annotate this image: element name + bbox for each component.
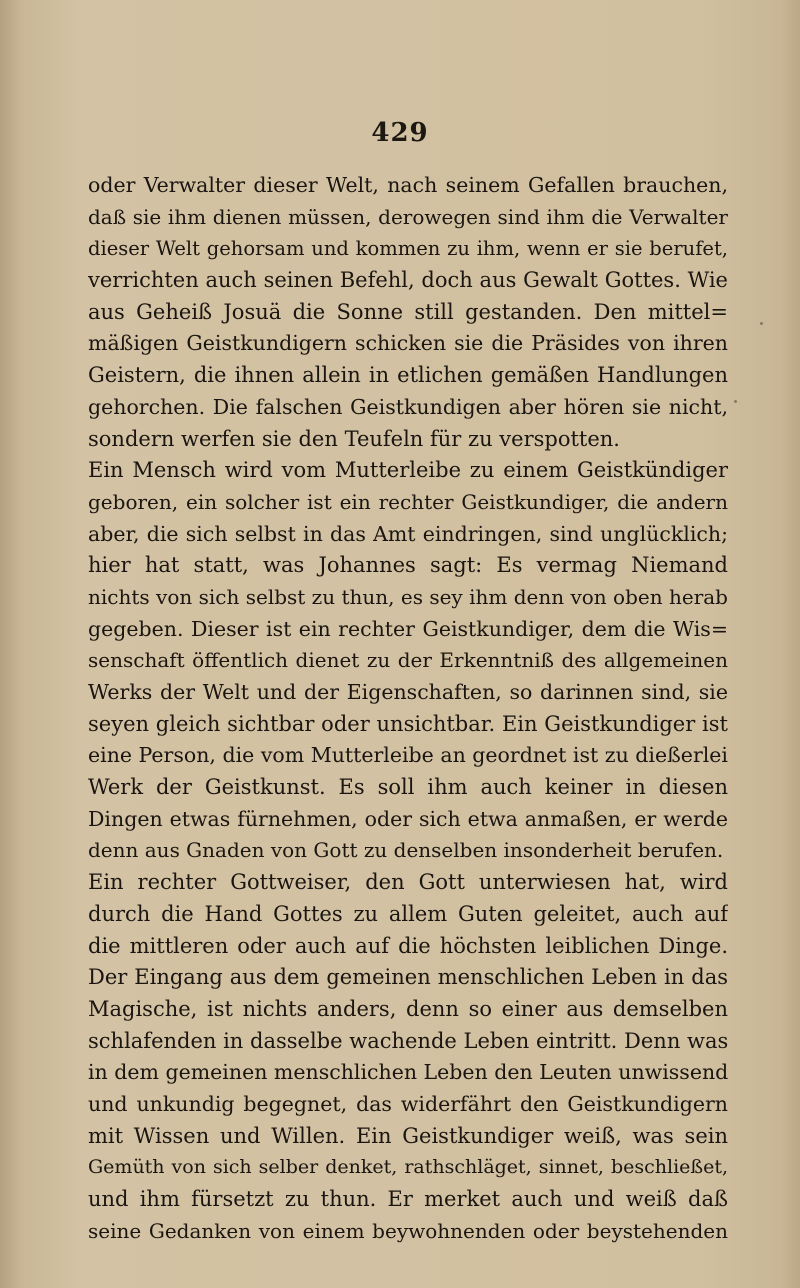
text-line: Geistern, die ihnen allein in etlichen gemäßen Handlungen [88,363,728,388]
text-line: gehorchen. Die falschen Geistkundigen aber hören sie nicht, [88,394,728,419]
text-line: und unkundig begegnet, das widerfährt den Geistkundigern [88,1091,728,1116]
text-line: in dem gemeinen menschlichen Leben den Leuten unwissend [88,1060,728,1085]
text-line: mit Wissen und Willen. Ein Geistkundiger weiß, was sein [88,1123,728,1148]
text-line: Ein Mensch wird vom Mutterleibe zu einem Geistkündiger [88,458,728,483]
text-line: eine Person, die vom Mutterleibe an geordnet ist zu dießerlei [88,743,728,768]
body-text [88,170,728,1247]
text-line: durch die Hand Gottes zu allem Guten geleitet, auch auf [88,901,728,926]
text-line: und ihm fürsetzt zu thun. Er merket auch und weiß daß [88,1187,728,1211]
text-line: denn aus Gnaden von Gott zu denselben insonderheit berufen. [88,838,724,863]
text-line: seyen gleich sichtbar oder unsichtbar. Ein Geistkundiger ist [88,711,728,736]
text-line: Dingen etwas fürnehmen, oder sich etwa anmaßen, er werde [88,806,728,831]
text-line: oder Verwalter dieser Welt, nach seinem Gefallen brauchen, [88,173,728,197]
text-line: Magische, ist nichts anders, denn so einer aus demselben [88,996,728,1021]
text-line: aus Geheiß Josuä die Sonne still gestanden. Den mittel= [88,299,728,324]
text-line: senschaft öffentlich dienet zu der Erkenntniß des allgemeinen [88,648,728,673]
text-line: gegeben. Dieser ist ein rechter Geistkundiger, dem die Wis= [88,616,728,641]
text-line: Gemüth von sich selber denket, rathschläget, sinnet, beschließet, [88,1156,728,1179]
text-line: hier hat statt, was Johannes sagt: Es vermag Niemand [88,553,728,578]
paper-speck [760,322,763,325]
text-line: verrichten auch seinen Befehl, doch aus Gewalt Gottes. Wie [88,268,728,293]
text-line: Werk der Geistkunst. Es soll ihm auch keiner in diesen [88,775,728,800]
paper-speck [734,400,737,403]
text-line: sondern werfen sie den Teufeln für zu verspotten. [88,426,620,451]
text-line: Werks der Welt und der Eigenschaften, so darinnen sind, sie [88,680,728,704]
text-line: aber, die sich selbst in das Amt eindringen, sind unglücklich; [88,521,728,546]
text-line: Der Eingang aus dem gemeinen menschlichen Leben in das [88,965,728,990]
text-line: die mittleren oder auch auf die höchsten leiblichen Dinge. [88,933,728,958]
text-line: daß sie ihm dienen müssen, derowegen sind ihm die Verwalter [88,204,728,229]
text-line: seine Gedanken von einem beywohnenden oder beystehenden [88,1218,728,1243]
text-line: schlafenden in dasselbe wachende Leben eintritt. Denn was [88,1028,728,1053]
text-line: mäßigen Geistkundigern schicken sie die Präsides von ihren [88,331,728,356]
page-number: 429 [371,118,429,148]
text-line: nichts von sich selbst zu thun, es sey ihm denn von oben herab [88,584,728,609]
text-line: dieser Welt gehorsam und kommen zu ihm, wenn er sie berufet, [88,237,728,261]
text-line: Ein rechter Gottweiser, den Gott unterwiesen hat, wird [88,870,728,895]
text-line: geboren, ein solcher ist ein rechter Geistkundiger, die andern [88,489,728,514]
